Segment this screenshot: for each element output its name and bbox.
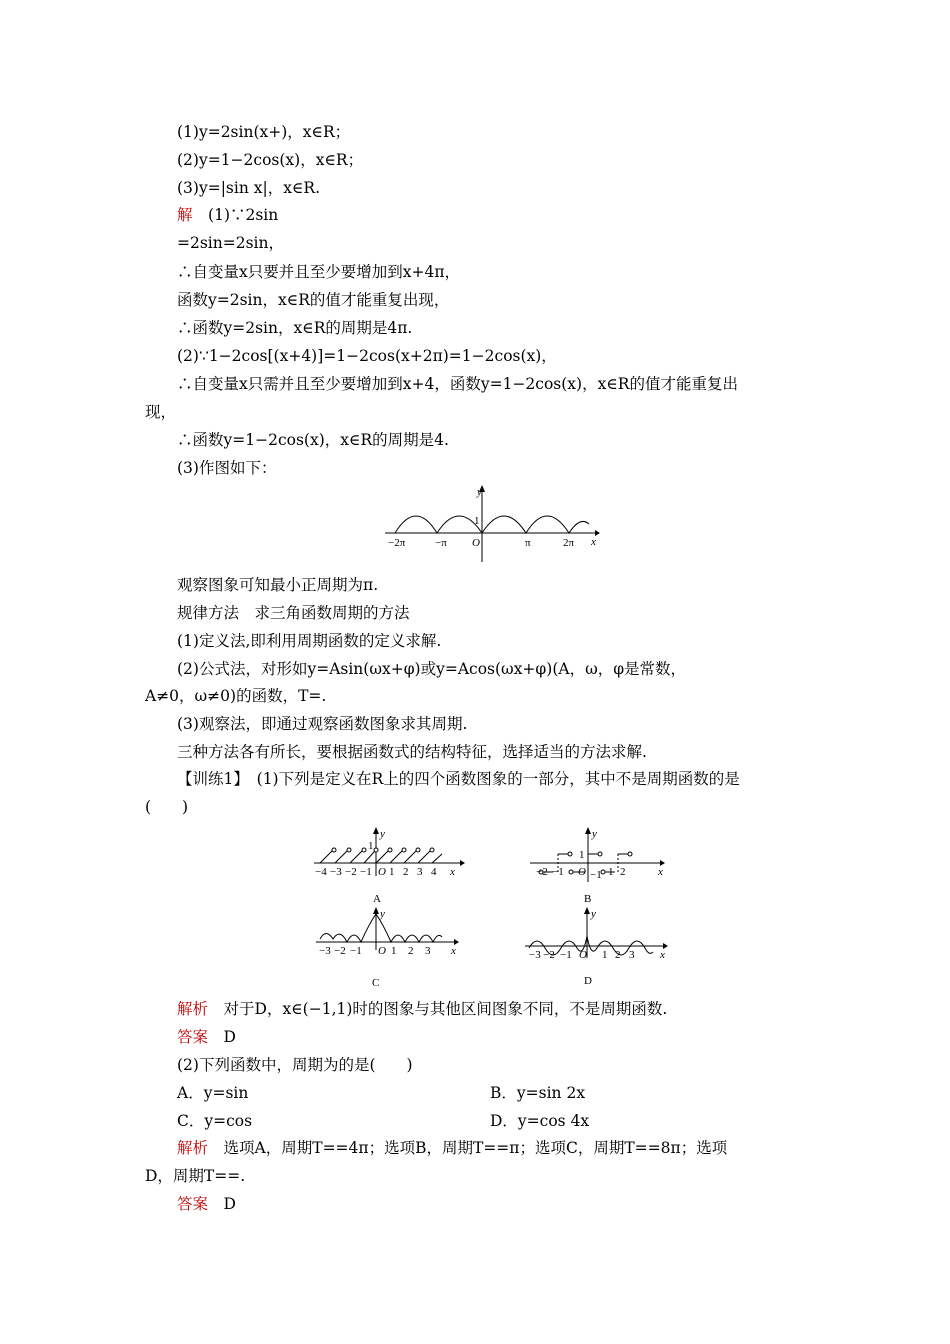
neg-one-label: −1 [590, 869, 602, 881]
analysis-text: 对于D，x∈(−1,1)时的图象与其他区间图象不同，不是周期函数. [223, 1000, 668, 1018]
tick-label: −π [435, 537, 447, 549]
tick-label: 1 [391, 945, 397, 957]
origin-label: O [378, 945, 386, 957]
tick-label: 2π [563, 537, 575, 549]
line-19: (3)观察法，即通过观察函数图象求其周期. [177, 715, 468, 733]
line-10: ∴自变量x只需并且至少要增加到x+4，函数y=1−2cos(x)，x∈R的值才能重复出 [177, 375, 738, 393]
caption-a: A [373, 893, 381, 905]
option-c: C．y=cos [177, 1112, 253, 1130]
tick-label: 1 [602, 949, 608, 961]
graph-option-a [312, 826, 472, 906]
tick-label: −4 [315, 866, 327, 878]
x-axis-label: x [450, 866, 455, 878]
line-7: 函数y=2sin，x∈R的值才能重复出现， [177, 291, 450, 309]
tick-label: −2 [334, 945, 346, 957]
line-22: ( ) [145, 798, 189, 816]
tick-label: 3 [425, 945, 431, 957]
line-13: (3)作图如下： [177, 459, 277, 477]
solution-text: (1)∵2sin [208, 206, 279, 224]
line-25: (2)下列函数中，周期为的是( ) [177, 1056, 413, 1074]
analysis-text: 选项A，周期T==4π；选项B，周期T==π；选项C，周期T==8π；选项 [223, 1139, 728, 1157]
one-label: 1 [579, 849, 585, 861]
graph-option-b [528, 826, 673, 906]
option-a: A．y=sin [177, 1084, 249, 1102]
graph-option-d [523, 906, 673, 991]
tick-label: −2 [345, 866, 357, 878]
line-4 [177, 205, 278, 225]
one-label: 1 [368, 840, 374, 852]
caption-c: C [372, 977, 380, 989]
origin-label: O [472, 537, 480, 549]
tick-label: 3 [417, 866, 423, 878]
line-20: 三种方法各有所长，要根据函数式的结构特征，选择适当的方法求解. [177, 743, 647, 761]
abs-sin-graph [385, 484, 600, 564]
line-1: (1)y=2sin(x+)，x∈R； [177, 123, 351, 141]
line-24 [177, 1027, 236, 1047]
x-axis-label: x [660, 949, 665, 961]
tick-label: −2 [543, 949, 555, 961]
tick-label: 1 [608, 866, 614, 878]
line-32 [177, 1194, 236, 1214]
line-5: =2sin=2sin， [177, 234, 284, 252]
tick-label: −1 [552, 866, 564, 878]
tick-label: −1 [350, 945, 362, 957]
origin-label: O [578, 866, 586, 878]
y-axis-label: y [380, 828, 385, 840]
answer-label: 答案 [177, 1195, 209, 1213]
line-15: 规律方法 求三角函数周期的方法 [177, 604, 410, 622]
tick-label: −1 [560, 949, 572, 961]
line-16: (1)定义法,即利用周期函数的定义求解. [177, 632, 442, 650]
tick-label: π [525, 537, 531, 549]
tick-label: −3 [330, 866, 342, 878]
tick-label: 1 [389, 866, 395, 878]
y-axis-label: y [591, 908, 596, 920]
line-12: ∴函数y=1−2cos(x)，x∈R的周期是4. [177, 431, 449, 449]
x-axis-label: x [658, 866, 663, 878]
tick-label: −3 [529, 949, 541, 961]
tick-label: 2 [620, 866, 626, 878]
tick-label: 2 [408, 945, 414, 957]
line-30 [177, 1138, 727, 1158]
tick-label: −2π [388, 537, 406, 549]
solution-label: 解 [177, 206, 193, 224]
training-text: (1)下列是定义在R上的四个函数图象的一部分，其中不是周期函数的是 [256, 770, 740, 788]
tick-label: 2 [403, 866, 409, 878]
answer-label: 答案 [177, 1028, 209, 1046]
line-8: ∴函数y=2sin，x∈R的周期是4π. [177, 319, 413, 337]
analysis-label: 解析 [177, 1139, 209, 1157]
origin-label: O [579, 949, 587, 961]
line-2: (2)y=1−2cos(x)，x∈R； [177, 151, 364, 169]
origin-label: O [378, 866, 386, 878]
line-9: (2)∵1−2cos[(x+4)]=1−2cos(x+2π)=1−2cos(x)， [177, 347, 557, 365]
y-axis-label: y [592, 828, 597, 840]
line-18: A≠0，ω≠0)的函数，T=. [145, 687, 327, 705]
line-14: 观察图象可知最小正周期为π. [177, 576, 379, 594]
line-6: ∴自变量x只要并且至少要增加到x+4π， [177, 263, 461, 281]
line-3: (3)y=|sin x|，x∈R. [177, 179, 321, 197]
tick-label: 2 [615, 949, 621, 961]
line-31: D，周期T==. [145, 1167, 246, 1185]
tick-label: 4 [431, 866, 437, 878]
option-b: B．y=sin 2x [490, 1084, 586, 1102]
line-23 [177, 999, 667, 1019]
line-17: (2)公式法，对形如y=Asin(ωx+φ)或y=Acos(ωx+φ)(A，ω，φ是常数， [177, 660, 687, 678]
line-11: 现， [145, 403, 177, 421]
analysis-label: 解析 [177, 1000, 209, 1018]
training-label: 【训练1】 [177, 770, 242, 788]
tick-label: −3 [319, 945, 331, 957]
caption-b: B [584, 893, 592, 905]
one-label: 1 [474, 515, 480, 527]
caption-d: D [584, 975, 592, 987]
tick-label: 3 [629, 949, 635, 961]
graph-option-c [314, 906, 464, 991]
x-axis-label: x [451, 945, 456, 957]
y-axis-label: y [380, 908, 385, 920]
answer-text: D [223, 1028, 236, 1046]
x-axis-label: x [591, 536, 596, 548]
answer-text: D [223, 1195, 236, 1213]
y-axis-label: y [477, 486, 482, 498]
tick-label: −2 [536, 866, 548, 878]
line-21 [177, 769, 740, 789]
tick-label: −1 [360, 866, 372, 878]
option-d: D．y=cos 4x [490, 1112, 590, 1130]
